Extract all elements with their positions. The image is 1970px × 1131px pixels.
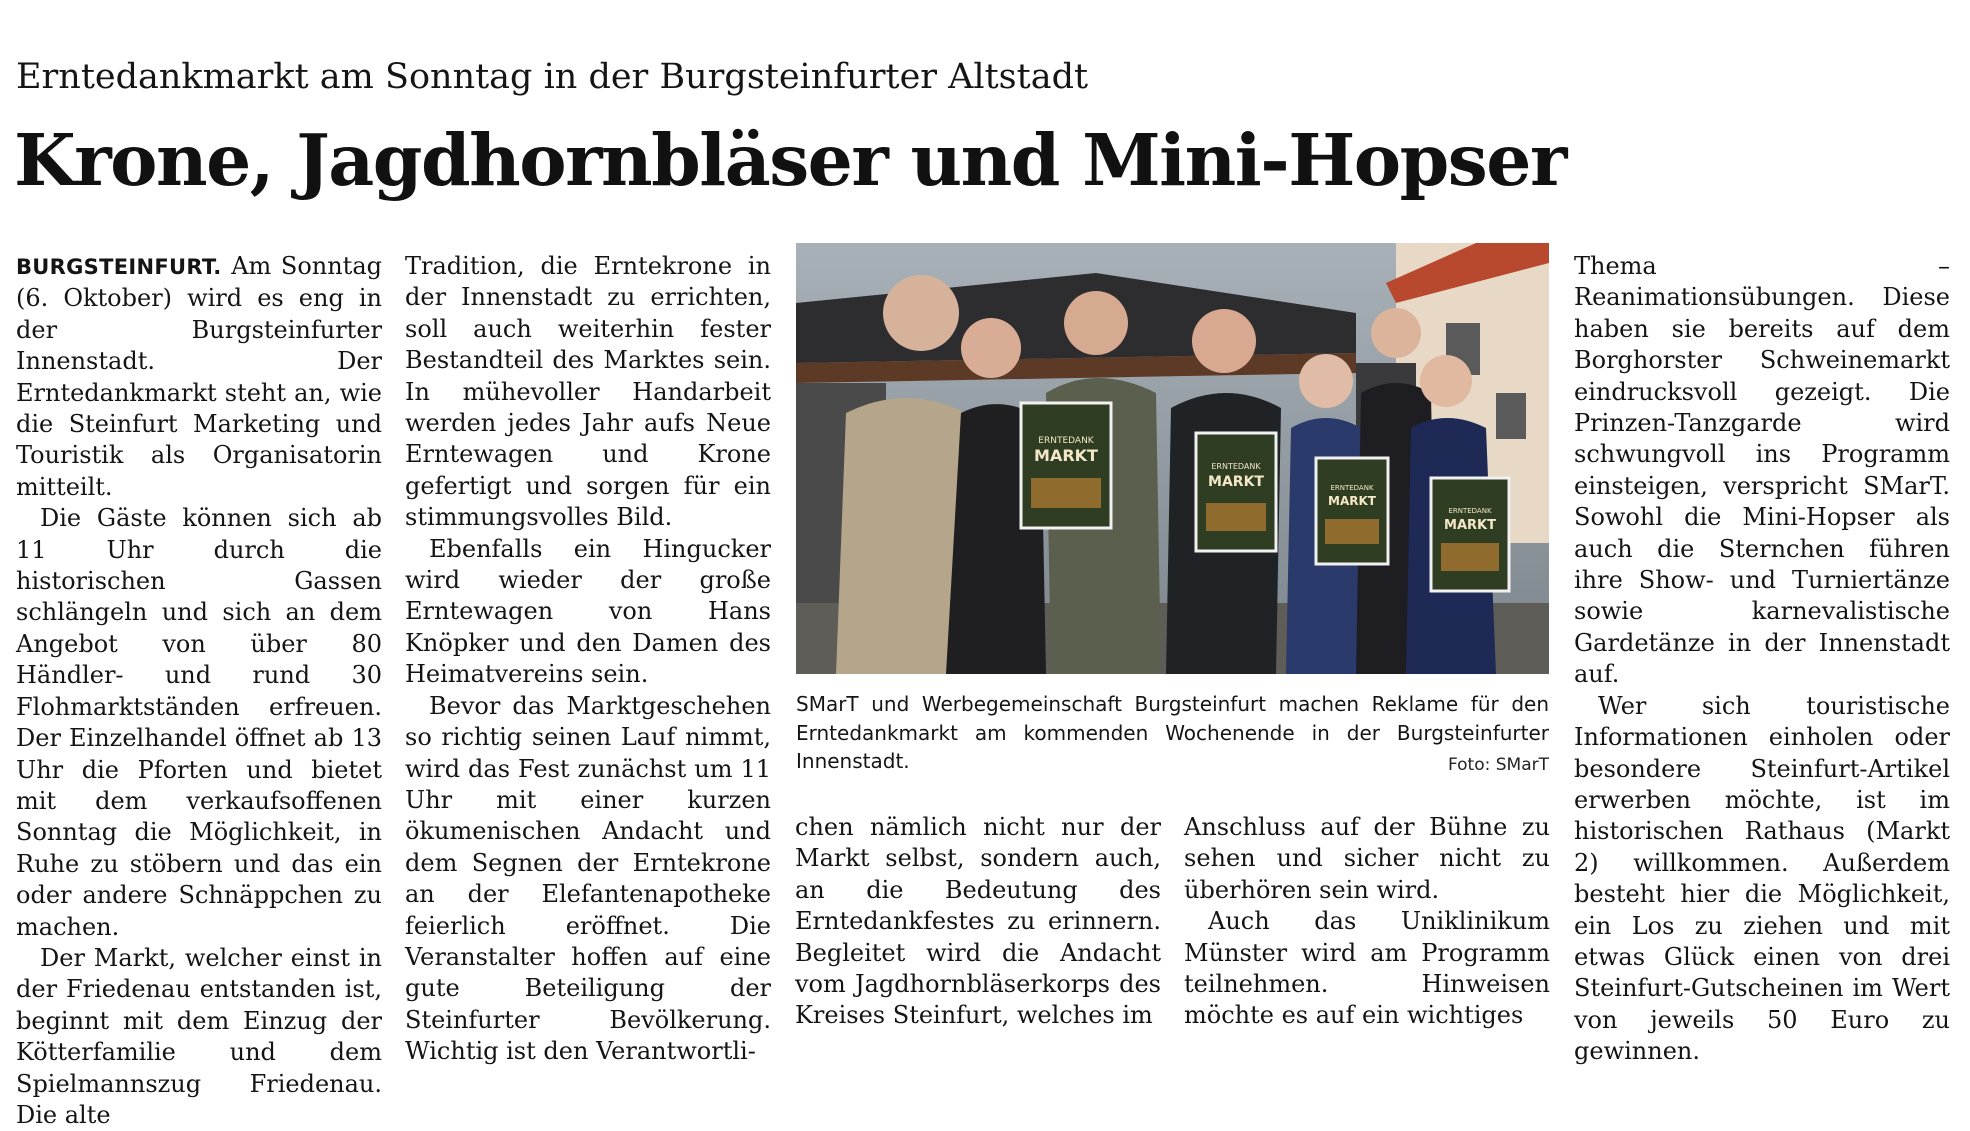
article-column-4 xyxy=(1184,812,1550,1032)
article-paragraph: chen nämlich nicht nur der Markt selbst, sondern auch, an die Bedeutung des Erntedankfestes zu erinnern. Begleitet wird die Andacht vom Jagdhornbläserkorps des Kreises Steinfurt, welches im xyxy=(795,813,1161,1030)
photo-illustration xyxy=(796,243,1549,674)
article-column-2 xyxy=(405,251,771,1068)
poster-title-top: ERNTEDANK xyxy=(1038,436,1094,446)
poster-title-top: ERNTEDANK xyxy=(1448,507,1492,515)
poster-title-main: MARKT xyxy=(1444,518,1496,533)
photo-credit: Foto: SMarT xyxy=(1447,755,1549,775)
article-paragraph xyxy=(16,251,382,503)
article-paragraph: Ebenfalls ein Hingucker wird wieder der große Erntewagen von Hans Knöpker und den Damen des Heimatvereins sein. xyxy=(405,534,771,689)
article-paragraph: Der Markt, welcher einst in der Friedenau entstanden ist, beginnt mit dem Einzug der Kötterfamilie und dem Spielmannszug Friedenau. Die alte xyxy=(16,943,382,1129)
poster-title-main: MARKT xyxy=(1034,446,1098,465)
article-paragraph: Anschluss auf der Bühne zu sehen und sicher nicht zu überhören sein wird. xyxy=(1184,813,1550,904)
article-column-3 xyxy=(795,812,1161,1032)
article-paragraph: Wer sich touristische Informationen einholen oder besondere Steinfurt-Artikel erwerben möchte, ist im historischen Rathaus (Markt 2) willkommen. Außerdem besteht hier die Möglichkeit, ein Los zu ziehen und mit etwas Glück einen von drei Steinfurt-Gutscheinen im Wert von jeweils 50 Euro zu gewinnen. xyxy=(1574,691,1950,1066)
poster-title-top: ERNTEDANK xyxy=(1211,462,1261,471)
article-headline: Krone, Jagdhornbläser und Mini-Hopser xyxy=(14,118,1566,202)
poster-title-main: MARKT xyxy=(1328,494,1376,508)
article-paragraph: Tradition, die Erntekrone in der Innenstadt zu errichten, soll auch weiterhin fester Bestandteil des Marktes sein. In mühevoller Handarbeit werden jedes Jahr aufs Neue Erntewagen und Krone gefertigt und sorgen für ein stimmungsvolles Bild. xyxy=(405,252,771,532)
article-column-1 xyxy=(16,251,382,1131)
article-paragraph: Thema – Reanimationsübungen. Diese haben sie bereits auf dem Borghorster Schweinemarkt eindrucksvoll gezeigt. Die Prinzen-Tanzgarde wird schwungvoll ins Programm einsteigen, verspricht SMarT. Sowohl die Mini-Hopser als auch die Sternchen führen ihre Show- und Turniertänze sowie karnevalistische Gardetänze in der Innenstadt auf. xyxy=(1574,252,1950,689)
caption-text: SMarT und Werbegemeinschaft Burgsteinfurt machen Reklame für den Erntedankmarkt am kommenden Wochenende in der Burgsteinfurter Innenstadt. xyxy=(796,692,1549,773)
article-photo xyxy=(796,243,1549,674)
article-paragraph: Auch das Uniklinikum Münster wird am Programm teilnehmen. Hinweisen möchte es auf ein wichtiges xyxy=(1184,907,1550,1030)
dateline: BURGSTEINFURT. xyxy=(16,255,222,279)
article-kicker: Erntedankmarkt am Sonntag in der Burgsteinfurter Altstadt xyxy=(16,57,1089,97)
article-column-5 xyxy=(1574,251,1950,1068)
poster-title-main: MARKT xyxy=(1208,474,1264,490)
paragraph-text: Am Sonntag (6. Oktober) wird es eng in der Burgsteinfurter Innenstadt. Der Erntedankmarkt steht an, wie die Steinfurt Marketing und Touristik als Organisatorin mitteilt. xyxy=(16,252,382,501)
article-paragraph: Die Gäste können sich ab 11 Uhr durch die historischen Gassen schlängeln und sich an dem Angebot von über 80 Händler- und rund 30 Flohmarktständen erfreuen. Der Einzelhandel öffnet ab 13 Uhr die Pforten und bietet mit dem verkaufsoffenen Sonntag die Möglichkeit, in Ruhe zu stöbern und das ein oder andere Schnäppchen zu machen. xyxy=(16,504,382,941)
poster-title-top: ERNTEDANK xyxy=(1330,484,1374,492)
article-paragraph: Bevor das Marktgeschehen so richtig seinen Lauf nimmt, wird das Fest zunächst um 11 Uhr mit einer kurzen ökumenischen Andacht und dem Segnen der Erntekrone an der Elefantenapotheke feierlich eröffnet. Die Veranstalter hoffen auf eine gute Beteiligung der Steinfurter Bevölkerung. Wichtig ist den Verantwortli- xyxy=(405,691,771,1066)
